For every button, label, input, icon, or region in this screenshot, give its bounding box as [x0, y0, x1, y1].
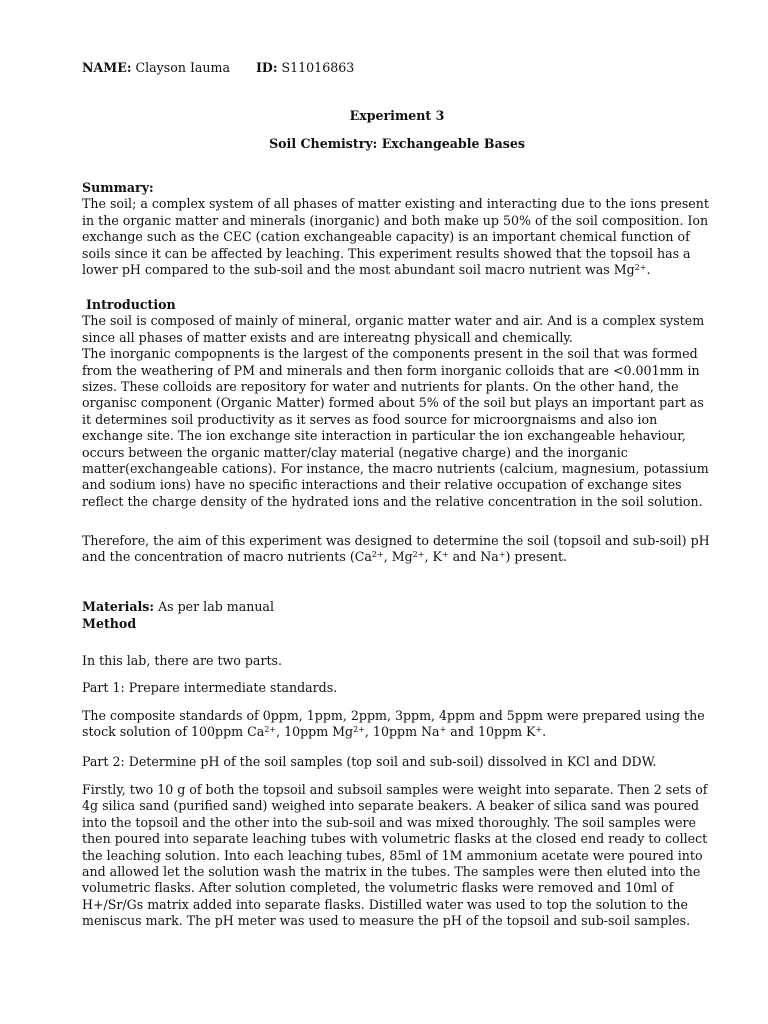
- summary-paragraph: The soil; a complex system of all phases of matter existing and interacting due to the ions present in the organic matter and minerals (inorganic) and both make up 50% of the soil composition. Ion exchange such as the CEC (cation exchangeable capacity) is an important chemical function of soils since it can be affected by leaching. This experiment results showed that the topsoil has a lower pH compared to the sub-soil and the most abundant soil macro nutrient was $Mg^{2+}$.: [82, 196, 709, 278]
- method-intro: In this lab, there are two parts.: [82, 653, 282, 668]
- id-label: ID:: [256, 60, 278, 75]
- intro-paragraph-2: The inorganic compopnents is the largest of the components present in the soil that was formed from the weathering of PM and minerals and then form inorganic colloids that are <0.001mm in sizes. These colloids are repository for water and nutrients for plants. On the other hand, the organisc component (Organic Matter) formed about 5% of the soil but plays an important part as it determines soil productivity as it serves as food source for microorgnaisms and also ion exchange site. The ion exchange site interaction in particular the ion exchangeable hehaviour, occurs between the organic matter/clay material (negative charge) and the inorganic matter(exchangeable cations). For instance, the macro nutrients (calcium, magnesium, potassium and sodium ions) have no specific interactions and their relative occupation of exchange sites reflect the charge density of the hydrated ions and the relative concentration in the soil solution.: [82, 346, 709, 509]
- aim-paragraph: Therefore, the aim of this experiment was designed to determine the soil (topsoil and sub-soil) pH and the concentration of macro nutrients ($Ca^{2+}$, $Mg^{2+}$, K+ and Na+) present.: [82, 533, 710, 565]
- document-title: Soil Chemistry: Exchangeable Bases: [269, 136, 525, 151]
- experiment-number: Experiment 3: [349, 108, 445, 123]
- summary-heading: Summary:: [82, 180, 154, 195]
- introduction-section: [82, 297, 712, 510]
- introduction-heading: Introduction: [86, 297, 176, 312]
- procedure-paragraph: Firstly, two 10 g of both the topsoil and subsoil samples were weight into separate. Then 2 sets of 4g silica sand (purified sand) weighed into separate beakers. A beaker of silica sand was poured into the topsoil and the other into the sub-soil and was mixed thoroughly. The soil samples were then poured into separate leaching tubes with volumetric flasks at the closed end ready to collect the leaching solution. Into each leaching tubes, 85ml of 1M ammonium acetate were poured into and allowed let the solution wash the matrix in the tubes. The samples were then eluted into the volumetric flasks. After solution completed, the volumetric flasks were removed and 10ml of H+/Sr/Gs matrix added into separate flasks. Distilled water was used to top the solution to the meniscus mark. The pH meter was used to measure the pH of the topsoil and sub-soil samples.: [82, 782, 708, 929]
- student-header: [82, 60, 712, 76]
- name-label: NAME:: [82, 60, 132, 75]
- student-id: S11016863: [281, 60, 355, 75]
- standards-paragraph: The composite standards of 0ppm, 1ppm, 2ppm, 3ppm, 4ppm and 5ppm were prepared using the stock solution of 100ppm $Ca^{2+}$, 10ppm $Mg^{2+}$, 10ppm Na+ and 10ppm K+.: [82, 708, 705, 740]
- method-heading: Method: [82, 616, 137, 631]
- student-name: Clayson Iauma: [135, 60, 230, 75]
- materials-value: As per lab manual: [158, 599, 274, 614]
- intro-paragraph-1: The soil is composed of mainly of mineral, organic matter water and air. And is a complex system since all phases of matter exists and are intereatng physicall and chemically.: [82, 313, 705, 345]
- materials-label: Materials:: [82, 599, 155, 614]
- summary-section: [82, 180, 712, 278]
- materials-line: [82, 599, 712, 615]
- part-1-heading: Part 1: Prepare intermediate standards.: [82, 680, 338, 695]
- part-2-heading: Part 2: Determine pH of the soil samples (top soil and sub-soil) dissolved in KCl and DDW.: [82, 754, 657, 769]
